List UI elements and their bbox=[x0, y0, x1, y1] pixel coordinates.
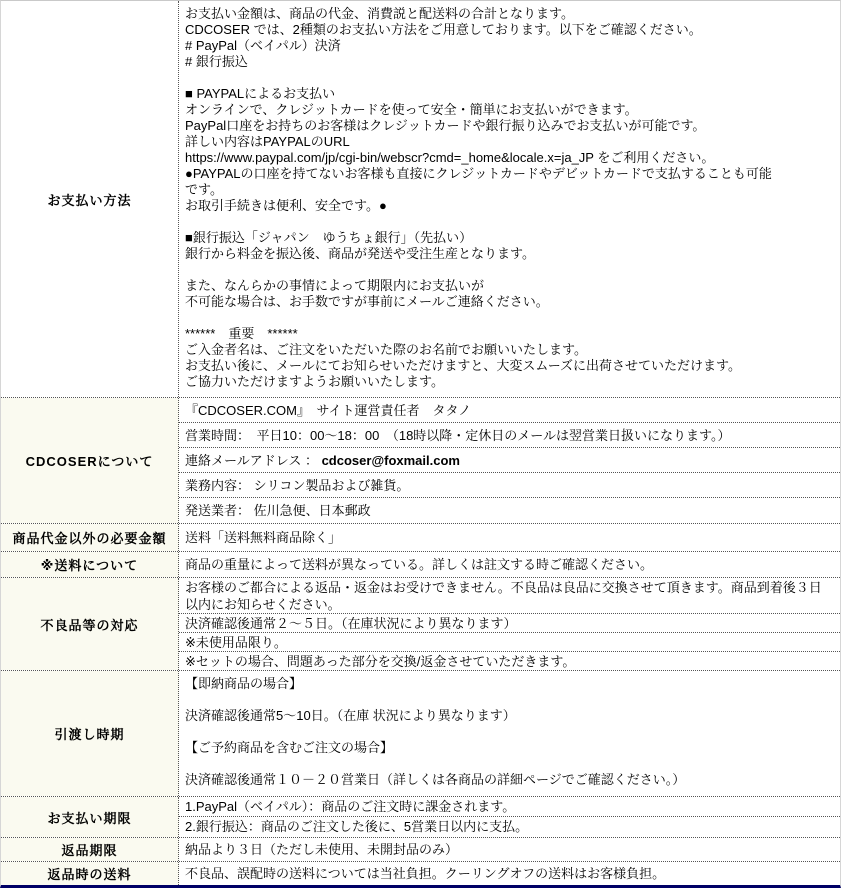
payment-deadline-paypal-row: 1.PayPal（ベイパル）：商品のご注文時に課金されます。 bbox=[179, 797, 840, 817]
table-row-payment-method bbox=[1, 1, 840, 398]
delivery-timing-line: 決済確認後通常１０－２０営業日（詳しくは各商品の詳細ページでご確認ください。） bbox=[185, 772, 686, 787]
row-header-defects-handling: 不良品等の対応 bbox=[1, 578, 179, 670]
defects-set-exchange-row: ※セットの場合、問題あった部分を交換/返金させていただきます。 bbox=[185, 654, 576, 669]
payment-method-line: # 銀行振込 bbox=[185, 54, 248, 69]
contact-email-address: cdcoser@foxmail.com bbox=[321, 453, 460, 468]
shipping-carriers-row: 発送業者： 佐川急便、日本郵政 bbox=[185, 503, 371, 518]
delivery-timing-content bbox=[179, 671, 840, 796]
row-header-return-deadline: 返品期限 bbox=[1, 838, 179, 861]
payment-method-line: ご協力いただけますようお願いいたします。 bbox=[185, 374, 444, 389]
defects-processing-time-row: 決済確認後通常２～５日。（在庫状況により異なります） bbox=[179, 614, 840, 633]
payment-method-line: ■銀行振込「ジャパン ゆうちょ銀行」（先払い） bbox=[185, 230, 473, 245]
contact-email-label: 連絡メールアドレス ： bbox=[185, 453, 322, 468]
payment-deadline-content bbox=[179, 797, 840, 837]
payment-method-line: ご入金者名は、ご注文をいただいた際のお名前でお願いいたします。 bbox=[185, 342, 587, 357]
payment-method-line: また、なんらかの事情によって期限内にお支払いが bbox=[185, 278, 485, 293]
return-shipping-content: 不良品、誤配時の送料については当社負担。クーリングオフの送料はお客様負担。 bbox=[185, 865, 666, 881]
payment-method-line: 銀行から料金を振込後、商品が発送や受注生産となります。 bbox=[185, 246, 535, 261]
row-header-return-shipping: 返品時の送料 bbox=[1, 862, 179, 885]
row-header-payment-deadline: お支払い期限 bbox=[1, 797, 179, 837]
delivery-timing-line: 【ご予約商品を含むご注文の場合】 bbox=[185, 740, 394, 755]
payment-method-line: ■ PAYPALによるお支払い bbox=[185, 86, 336, 101]
table-row-delivery-timing bbox=[1, 671, 840, 797]
payment-method-line bbox=[185, 214, 834, 230]
shipping-note-content: 商品の重量によって送料が異なっている。詳しくは註文する時ご確認ください。 bbox=[185, 556, 654, 572]
table-row-payment-deadline bbox=[1, 797, 840, 838]
delivery-timing-line bbox=[185, 756, 834, 772]
site-operator-row: 『CDCOSER.COM』 サイト運営責任者 タタノ bbox=[179, 398, 840, 423]
row-header-payment-method: お支払い方法 bbox=[1, 1, 179, 397]
payment-method-line: https://www.paypal.com/jp/cgi-bin/webscr?cmd=_home&locale.x=ja_JP をご利用ください。 bbox=[185, 150, 715, 165]
payment-method-line: 詳しい内容はPAYPALのURL bbox=[185, 134, 350, 149]
payment-method-line: お支払い金額は、商品の代金、消費説と配送料の合計となります。 bbox=[185, 6, 574, 21]
business-hours-row: 営業時間： 平日10：00～18：00 （18時以降・定休日のメールは翌営業日扱いになります。） bbox=[179, 423, 840, 448]
row-header-shipping-note: ※送料について bbox=[1, 552, 179, 577]
payment-method-line: ****** 重要 ****** bbox=[185, 326, 298, 341]
payment-method-line: CDCOSER では、2種類のお支払い方法をご用意しております。以下をご確認ください。 bbox=[185, 22, 702, 37]
table-row-return-deadline bbox=[1, 838, 840, 862]
payment-method-line: です。 bbox=[185, 182, 223, 197]
defects-handling-content bbox=[179, 578, 840, 670]
contact-email-row bbox=[179, 448, 840, 473]
extra-fees-content: 送料「送料無料商品除く」 bbox=[185, 529, 342, 545]
payment-method-line: お取引手続きは便利、安全です。● bbox=[185, 198, 387, 213]
payment-method-line bbox=[185, 262, 834, 278]
delivery-timing-line: 決済確認後通常5～10日。（在庫 状況により異なります） bbox=[185, 708, 516, 723]
return-deadline-content: 納品より３日（ただし未使用、未開封品のみ） bbox=[185, 841, 459, 857]
payment-method-line bbox=[185, 310, 834, 326]
payment-method-line: オンラインで、クレジットカードを使って安全・簡単にお支払いができます。 bbox=[185, 102, 638, 117]
payment-method-line bbox=[185, 70, 834, 86]
payment-method-line: # PayPal（ベイパル）決済 bbox=[185, 38, 341, 53]
delivery-timing-line bbox=[185, 692, 834, 708]
about-cdcoser-content bbox=[179, 398, 840, 523]
payment-method-line: PayPal口座をお持ちのお客様はクレジットカードや銀行振り込みでお支払いが可能です。 bbox=[185, 118, 706, 133]
payment-method-line: お支払い後に、メールにてお知らせいただけますと、大変スムーズに出荷させていただけます。 bbox=[185, 358, 742, 373]
business-description-row: 業務内容： シリコン製品および雑貨。 bbox=[179, 473, 840, 498]
defects-unused-only-row: ※未使用品限り。 bbox=[179, 633, 840, 652]
table-row-shipping-note bbox=[1, 552, 840, 578]
table-row-defects-handling bbox=[1, 578, 840, 671]
payment-method-content bbox=[179, 1, 840, 397]
row-header-extra-fees: 商品代金以外の必要金額 bbox=[1, 524, 179, 551]
row-header-delivery-timing: 引渡し時期 bbox=[1, 671, 179, 796]
row-header-about-cdcoser: CDCOSERについて bbox=[1, 398, 179, 523]
table-row-return-shipping bbox=[1, 862, 840, 885]
table-row-about-cdcoser bbox=[1, 398, 840, 524]
payment-deadline-bank-row: 2.銀行振込：商品のご注文した後に、5営業日以内に支払。 bbox=[185, 819, 529, 834]
delivery-timing-line bbox=[185, 724, 834, 740]
delivery-timing-line: 【即納商品の場合】 bbox=[185, 676, 303, 691]
payment-method-line: 不可能な場合は、お手数ですが事前にメールご連絡ください。 bbox=[185, 294, 549, 309]
defects-policy-row: お客様のご都合による返品・返金はお受けできません。不良品は良品に交換させて頂きます。商品到着後３日以内にお知らせください。 bbox=[179, 578, 840, 614]
payment-method-line: ●PAYPALの口座を持てないお客様も直接にクレジットカードやデビットカードで支払することも可能 bbox=[185, 166, 772, 181]
table-row-extra-fees bbox=[1, 524, 840, 552]
